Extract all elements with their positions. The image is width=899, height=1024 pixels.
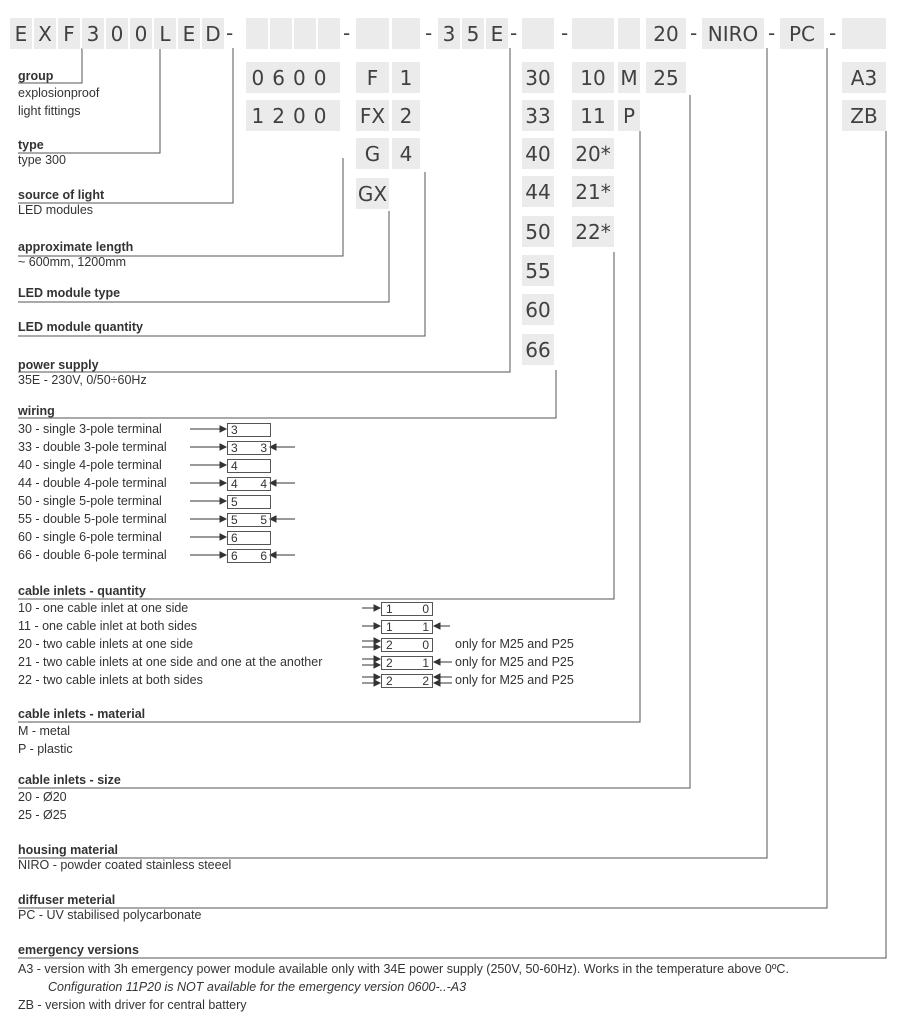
terminal-a: 5 — [231, 495, 238, 509]
code-letter: 0 — [130, 18, 152, 49]
wiring-option: 55 — [522, 255, 554, 286]
cable-row-label: 21 - two cable inlets at one side and one at the another — [18, 655, 323, 669]
code-letter: F — [58, 18, 80, 49]
cable-row-label: 10 - one cable inlet at one side — [18, 601, 189, 615]
emergency-option: ZB — [842, 100, 886, 131]
terminal-box — [227, 477, 271, 491]
terminal-a: 6 — [231, 549, 238, 563]
inlet-b: 1 — [422, 656, 429, 670]
terminal-a: 6 — [231, 531, 238, 545]
section-title: cable inlets - material — [18, 707, 146, 721]
section-desc: 35E - 230V, 0/50÷60Hz — [18, 373, 147, 387]
code-dash: - — [690, 21, 698, 45]
wiring-option: 33 — [522, 100, 554, 131]
section-desc: type 300 — [18, 153, 66, 167]
inlet-qty-option: 10 — [572, 62, 614, 93]
emergency-a3-note: Configuration 11P20 is NOT available for the emergency version 0600-..-A3 — [48, 980, 467, 994]
section-desc: 20 - Ø20 — [18, 790, 67, 804]
inlet-a: 2 — [386, 656, 393, 670]
code-blank — [842, 18, 886, 49]
length-option: 0600 — [246, 62, 340, 93]
terminal-b: 3 — [260, 441, 267, 455]
section-title: wiring — [18, 404, 55, 418]
section-title: source of light — [18, 188, 105, 202]
section-title: LED module quantity — [18, 320, 143, 334]
section-title: housing material — [18, 843, 119, 857]
section-title: LED module type — [18, 286, 121, 300]
code-dash: - — [343, 21, 351, 45]
code-blank — [270, 18, 292, 49]
section-cable-size — [18, 773, 121, 823]
code-dash: - — [510, 21, 518, 45]
cable-note: only for M25 and P25 — [455, 655, 574, 669]
code-letter: E — [486, 18, 508, 49]
section-emergency — [18, 943, 139, 958]
section-desc: ~ 600mm, 1200mm — [18, 255, 127, 269]
section-type — [18, 138, 66, 168]
terminal-box — [227, 495, 271, 509]
inlet-a: 1 — [386, 602, 393, 616]
section-title: cable inlets - quantity — [18, 584, 146, 598]
code-blank — [246, 18, 268, 49]
cable-row-label: 11 - one cable inlet at both sides — [18, 619, 198, 633]
inlet-box — [381, 674, 433, 688]
wiring-option: 30 — [522, 62, 554, 93]
wiring-option: 60 — [522, 294, 554, 325]
inlet-a: 1 — [386, 620, 393, 634]
code-letter: 3 — [438, 18, 460, 49]
module-type-option: GX — [356, 178, 389, 209]
code-housing: NIRO — [702, 18, 764, 49]
section-desc: PC - UV stabilised polycarbonate — [18, 908, 202, 922]
terminal-a: 3 — [231, 423, 238, 437]
terminal-b: 6 — [260, 549, 267, 563]
wiring-option: 44 — [522, 176, 554, 207]
inlet-b: 0 — [422, 602, 429, 616]
section-wiring — [18, 404, 55, 419]
section-title: approximate length — [18, 240, 134, 254]
terminal-box — [227, 549, 271, 563]
code-letter: X — [34, 18, 56, 49]
code-blank — [392, 18, 420, 49]
code-dash: - — [768, 21, 776, 45]
section-title: cable inlets - size — [18, 773, 121, 787]
inlet-qty-option: 22* — [572, 216, 614, 247]
section-power — [18, 358, 147, 388]
code-blank — [618, 18, 640, 49]
code-letter: L — [154, 18, 176, 49]
terminal-box — [227, 423, 271, 437]
inlet-qty-option: 11 — [572, 100, 614, 131]
inlet-box — [381, 620, 433, 634]
section-title: type — [18, 138, 44, 152]
inlet-b: 2 — [422, 674, 429, 688]
code-diffuser: PC — [780, 18, 824, 49]
section-desc: light fittings — [18, 104, 81, 118]
inlet-size-option: 25 — [646, 62, 686, 93]
section-group — [18, 69, 99, 119]
inlet-box — [381, 602, 433, 616]
wiring-row-label: 33 - double 3-pole terminal — [18, 440, 167, 454]
code-blank — [294, 18, 316, 49]
cable-row-label: 20 - two cable inlets at one side — [18, 637, 194, 651]
terminal-b: 4 — [260, 477, 267, 491]
length-option: 1200 — [246, 100, 340, 131]
code-size: 20 — [646, 18, 686, 49]
terminal-a: 4 — [231, 477, 238, 491]
terminal-b: 5 — [260, 513, 267, 527]
section-desc: explosionproof — [18, 86, 100, 100]
inlet-box — [381, 656, 433, 670]
inlet-a: 2 — [386, 674, 393, 688]
section-cable-qty — [18, 584, 146, 599]
module-type-option: F — [356, 62, 389, 93]
inlet-box — [381, 638, 433, 652]
section-desc: M - metal — [18, 724, 71, 738]
emergency-zb: ZB - version with driver for central battery — [18, 998, 247, 1012]
section-module-type — [18, 286, 120, 301]
wiring-row-label: 40 - single 4-pole terminal — [18, 458, 162, 472]
code-letter: E — [178, 18, 200, 49]
terminal-a: 3 — [231, 441, 238, 455]
inlet-b: 1 — [422, 620, 429, 634]
section-diffuser — [18, 893, 201, 923]
module-type-option: G — [356, 138, 389, 169]
code-letter: 5 — [462, 18, 484, 49]
inlet-a: 2 — [386, 638, 393, 652]
section-title: emergency versions — [18, 943, 139, 957]
code-dash: - — [425, 21, 433, 45]
section-title: power supply — [18, 358, 99, 372]
section-source — [18, 188, 104, 218]
wiring-row-label: 30 - single 3-pole terminal — [18, 422, 162, 436]
wiring-row-label: 44 - double 4-pole terminal — [18, 476, 167, 490]
cable-note: only for M25 and P25 — [455, 673, 574, 687]
module-qty-option: 4 — [392, 138, 420, 169]
terminal-box — [227, 513, 271, 527]
module-qty-option: 2 — [392, 100, 420, 131]
emergency-option: A3 — [842, 62, 886, 93]
wiring-row-label: 55 - double 5-pole terminal — [18, 512, 167, 526]
section-desc: P - plastic — [18, 742, 73, 756]
wiring-row-label: 66 - double 6-pole terminal — [18, 548, 167, 562]
section-desc: LED modules — [18, 203, 94, 217]
wiring-option: 40 — [522, 138, 554, 169]
code-dash: - — [226, 21, 234, 45]
emergency-a3: A3 - version with 3h emergency power module available only with 34E power supply (250V, 50-60Hz). Works in the temperature above 0ºC. — [18, 962, 789, 976]
inlet-b: 0 — [422, 638, 429, 652]
terminal-box — [227, 441, 271, 455]
section-length — [18, 240, 133, 270]
wiring-option: 66 — [522, 334, 554, 365]
code-dash: - — [829, 21, 837, 45]
cable-note: only for M25 and P25 — [455, 637, 574, 651]
section-desc: NIRO - powder coated stainless steeel — [18, 858, 232, 872]
terminal-box — [227, 459, 271, 473]
module-type-option: FX — [356, 100, 389, 131]
code-blank — [356, 18, 389, 49]
inlet-qty-option: 21* — [572, 176, 614, 207]
cable-row-label: 22 - two cable inlets at both sides — [18, 673, 203, 687]
code-blank — [572, 18, 614, 49]
code-letter: E — [10, 18, 32, 49]
section-desc: 25 - Ø25 — [18, 808, 67, 822]
terminal-a: 4 — [231, 459, 238, 473]
module-qty-option: 1 — [392, 62, 420, 93]
section-module-qty — [18, 320, 143, 335]
inlet-qty-option: 20* — [572, 138, 614, 169]
wiring-row-label: 50 - single 5-pole terminal — [18, 494, 162, 508]
code-blank — [318, 18, 340, 49]
inlet-material-option: P — [618, 100, 640, 131]
wiring-row-label: 60 - single 6-pole terminal — [18, 530, 162, 544]
code-letter: 0 — [106, 18, 128, 49]
section-housing — [18, 843, 231, 873]
code-dash: - — [561, 21, 569, 45]
code-blank — [522, 18, 554, 49]
section-title: diffuser meterial — [18, 893, 116, 907]
wiring-option: 50 — [522, 216, 554, 247]
section-title: group — [18, 69, 54, 83]
code-letter: D — [202, 18, 224, 49]
inlet-material-option: M — [618, 62, 640, 93]
terminal-a: 5 — [231, 513, 238, 527]
terminal-box — [227, 531, 271, 545]
section-cable-material — [18, 707, 145, 757]
code-letter: 3 — [82, 18, 104, 49]
